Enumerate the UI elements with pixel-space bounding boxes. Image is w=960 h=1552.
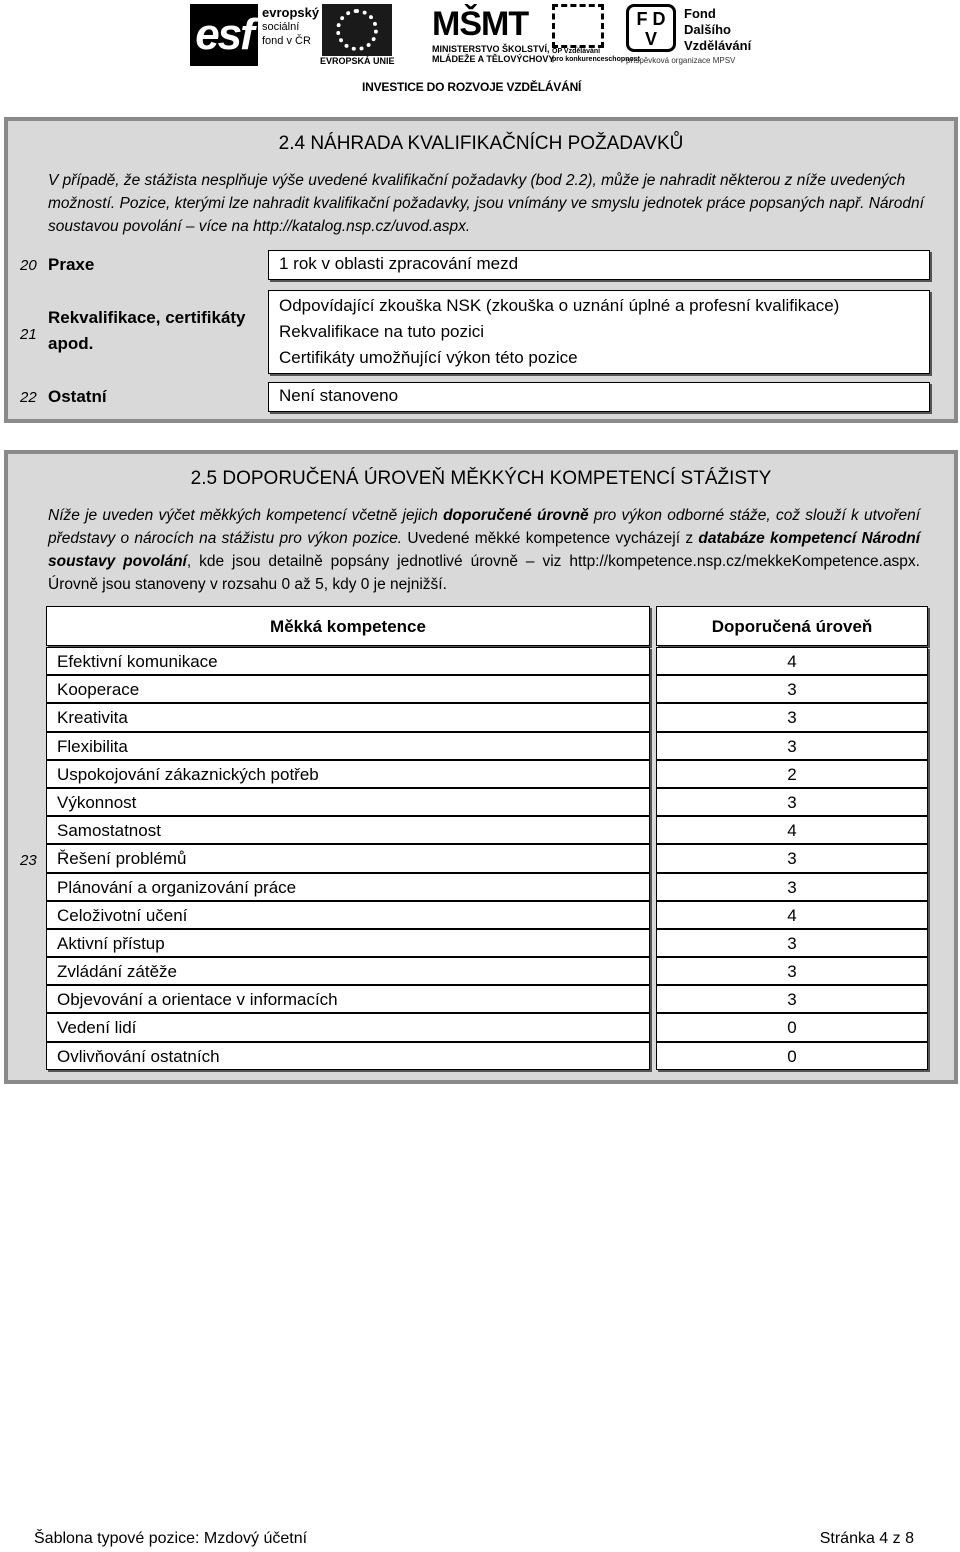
competence-level: 3 [656,929,928,957]
table-row [46,957,928,985]
eu-flag-logo [322,4,392,56]
competence-level: 3 [656,703,928,731]
msmt-label-line2: MLÁDEŽE A TĚLOVÝCHOVY [432,54,555,64]
fdv-line3: Vzdělávání [684,38,752,53]
table-row [46,703,928,731]
table-row [46,647,928,675]
competence-name: Objevování a orientace v informacích [46,985,650,1013]
esf-line2: sociální [262,21,300,33]
competence-name: Vedení lidí [46,1013,650,1041]
fdv-logo-text [684,6,751,54]
competence-name: Kreativita [46,703,650,731]
competence-level: 3 [656,675,928,703]
eu-label: EVROPSKÁ UNIE [320,56,395,66]
table-row [46,760,928,788]
table-row [46,985,928,1013]
eu-stars-icon [336,9,378,51]
competence-level: 3 [656,788,928,816]
row-value: Rekvalifikace na tuto pozici [279,322,485,341]
row-label: Praxe [48,255,95,274]
row-value-box [268,382,930,412]
competence-name: Aktivní přístup [46,929,650,957]
row-number: 21 [20,326,37,343]
table-row [46,873,928,901]
competence-name: Celoživotní učení [46,901,650,929]
fdv-logo: F D V [626,4,676,52]
row-value: Odpovídající zkouška NSK (zkouška o uznání úplné a profesní kvalifikace) [279,296,840,315]
section-qualification-substitution [4,117,958,423]
investment-slogan: INVESTICE DO ROZVOJE VZDĚLÁVÁNÍ [362,80,582,94]
competence-level: 0 [656,1042,928,1070]
row-value-box [268,290,930,374]
table-row [46,844,928,872]
section-title: 2.4 NÁHRADA KVALIFIKAČNÍCH POŽADAVKŮ [278,133,684,154]
row-label: Rekvalifikace, certifikáty apod. [48,308,246,353]
intro-text: pro výkon odborné stáže, což slouží k utvoření představy o nárocích na stážistu pro výkon pozice. [48,507,920,547]
esf-logo: esf [190,4,258,66]
row-value: 1 rok v oblasti zpracování mezd [279,254,519,273]
msmt-logo: MŠMT [432,5,529,43]
intro-text: Níže je uveden výčet měkkých kompetencí včetně jejich [48,507,444,524]
competence-name: Výkonnost [46,788,650,816]
competence-name: Flexibilita [46,732,650,760]
row-value: Není stanoveno [279,386,399,405]
row-number: 23 [20,852,37,869]
section-intro-text: V případě, že stážista nesplňuje výše uvedené kvalifikační požadavky (bod 2.2), může je nahradit některou z níže uvedených možností. Pozice, kterými lze nahradit kvalifikační požadavky, jsou vnímány ve smyslu jednotek práce popsaných např. Národní soustavou povolání – více na http://katalog.nsp.cz/uvod.aspx. [48,172,924,235]
esf-line3: fond v ČR [262,35,311,47]
competence-level: 0 [656,1013,928,1041]
column-header-competence: Měkká kompetence [46,606,650,646]
fdv-line1: Fond [684,6,716,21]
competence-name: Efektivní komunikace [46,647,650,675]
competence-name: Plánování a organizování práce [46,873,650,901]
footer-template-name: Šablona typové pozice: Mzdový účetní [34,1530,308,1547]
table-row [46,1042,928,1070]
competence-name: Ovlivňování ostatních [46,1042,650,1070]
row-number: 20 [20,257,37,274]
competence-level: 3 [656,873,928,901]
competence-level: 4 [656,647,928,675]
competence-level: 3 [656,957,928,985]
competence-name: Uspokojování zákaznických potřeb [46,760,650,788]
competence-table [46,647,928,1070]
msmt-label-line1: MINISTERSTVO ŠKOLSTVÍ, [432,44,550,54]
intro-bold: doporučené úrovně [443,507,589,524]
op-vk-logo [552,4,604,48]
table-row [46,675,928,703]
competence-name: Řešení problémů [46,844,650,872]
competence-level: 2 [656,760,928,788]
competence-level: 4 [656,901,928,929]
competence-level: 4 [656,816,928,844]
table-row [46,929,928,957]
table-row [46,732,928,760]
table-row [46,816,928,844]
section-intro [48,504,920,596]
header-logos [0,0,960,100]
fdv-subtitle: příspěvková organizace MPSV [626,56,736,65]
section-intro [48,169,928,238]
table-row [46,901,928,929]
competence-name: Samostatnost [46,816,650,844]
section-title: 2.5 DOPORUČENÁ ÚROVEŇ MĚKKÝCH KOMPETENCÍ STÁŽISTY [190,468,772,489]
row-number: 22 [20,389,37,406]
row-label: Ostatní [48,387,107,406]
column-header-level: Doporučená úroveň [656,606,928,646]
competence-level: 3 [656,985,928,1013]
op-label-line1: OP Vzdělávání [552,48,601,55]
fdv-line2: Dalšího [684,22,731,37]
esf-logo-text [262,6,319,48]
intro-bold: databáze kompetencí Národní soustavy povolání [48,530,920,570]
intro-text: , kde jsou detailně popsány jednotlivé úrovně – viz http://kompetence.nsp.cz/mekkeKompetence.aspx. Úrovně jsou stanoveny v rozsahu 0 až 5, kdy 0 je nejnižší. [48,553,920,593]
row-value-box [268,250,930,280]
op-label-line2: pro konkurenceschopnost [552,56,640,63]
competence-name: Kooperace [46,675,650,703]
esf-line1: evropský [262,5,320,20]
competence-level: 3 [656,844,928,872]
table-row [46,788,928,816]
intro-text: Uvedené měkké kompetence vycházejí z [407,530,699,547]
row-value: Certifikáty umožňující výkon této pozice [279,348,578,367]
competence-name: Zvládání zátěže [46,957,650,985]
footer-page-number: Stránka 4 z 8 [819,1530,914,1547]
competence-level: 3 [656,732,928,760]
table-row [46,1013,928,1041]
msmt-label [432,44,554,64]
